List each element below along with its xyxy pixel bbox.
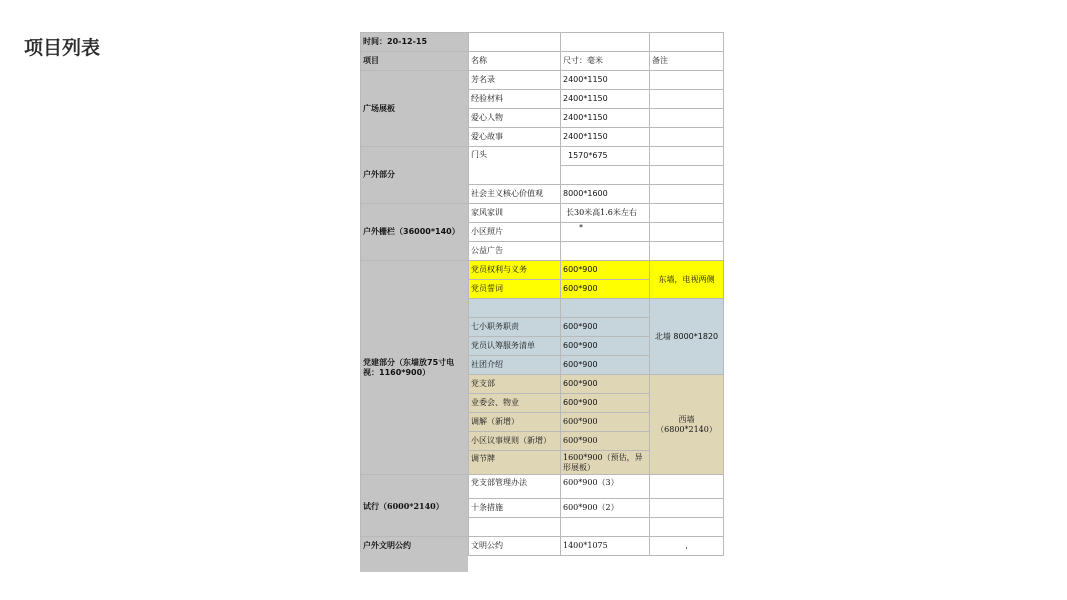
note-north-wall[interactable]: 北墙 8000*1820 [650,299,724,375]
item-note[interactable] [650,109,724,128]
item-size[interactable]: 600*900 [561,356,650,375]
table-row [361,71,724,90]
group-plaza: 广场展板 [361,71,469,147]
item-name[interactable]: 社团介绍 [469,356,561,375]
item-note[interactable] [650,499,724,518]
item-note[interactable] [650,128,724,147]
empty-cell[interactable] [561,166,650,185]
item-note[interactable]: , [650,537,724,556]
empty-cell[interactable] [469,299,561,318]
item-note[interactable] [650,185,724,204]
item-note[interactable] [650,223,724,242]
group-trial: 试行（6000*2140） [361,475,469,537]
note-east-wall[interactable]: 东墙，电视两侧 [650,261,724,299]
empty-cell[interactable] [650,33,724,52]
table-row [361,475,724,499]
item-note[interactable] [650,475,724,499]
item-name[interactable]: 调解（新增） [469,413,561,432]
item-size[interactable]: 2400*1150 [561,71,650,90]
item-size[interactable]: 2400*1150 [561,109,650,128]
empty-cell[interactable] [561,33,650,52]
item-note[interactable] [650,204,724,223]
table-row [361,204,724,223]
item-name[interactable]: 七小职务职责 [469,318,561,337]
item-name[interactable]: 调节牌 [469,451,561,475]
item-name[interactable]: 社会主义核心价值观 [469,185,561,204]
item-name[interactable]: 十条措施 [469,499,561,518]
item-size[interactable]: 600*900 [561,394,650,413]
empty-cell[interactable] [650,518,724,537]
item-size[interactable]: 600*900 [561,375,650,394]
item-name[interactable]: 党员认筹服务清单 [469,337,561,356]
item-size[interactable]: 600*900（2） [561,499,650,518]
item-name[interactable]: 文明公约 [469,537,561,556]
header-size: 尺寸：毫米 [561,52,650,71]
item-name[interactable]: 经验材料 [469,90,561,109]
item-size[interactable]: 1600*900（预估，异形展板） [561,451,650,475]
item-note[interactable] [650,147,724,166]
item-name[interactable]: 爱心故事 [469,128,561,147]
header-note: 备注 [650,52,724,71]
item-name[interactable]: 小区议事规则（新增） [469,432,561,451]
item-note[interactable] [650,242,724,261]
empty-cell[interactable] [561,518,650,537]
header-project: 项目 [361,52,469,71]
header-name: 名称 [469,52,561,71]
item-name[interactable]: 党员权利与义务 [469,261,561,280]
item-name[interactable]: 小区照片 [469,223,561,242]
item-name[interactable]: 党支部 [469,375,561,394]
item-name[interactable]: 业委会、物业 [469,394,561,413]
item-size[interactable]: 600*900 [561,413,650,432]
table-row [361,261,724,280]
item-size[interactable]: 2400*1150 [561,128,650,147]
item-size[interactable]: 600*900 [561,280,650,299]
grey-column-tail [360,552,468,572]
item-size[interactable]: 600*900 [561,337,650,356]
note-west-line1: 西墙 [678,414,695,424]
item-size[interactable]: 1570*675 [561,147,650,166]
page-title: 项目列表 [24,37,101,59]
empty-cell[interactable] [561,299,650,318]
item-name[interactable]: 党支部管理办法 [469,475,561,499]
group-fence: 户外栅栏（36000*140） [361,204,469,261]
item-note[interactable] [650,71,724,90]
time-cell: 时间：20-12-15 [361,33,469,52]
empty-cell[interactable] [469,33,561,52]
table-row [361,147,724,166]
item-size[interactable]: 600*900 [561,318,650,337]
project-table [360,32,724,556]
empty-cell[interactable] [650,166,724,185]
item-name[interactable]: 爱心人物 [469,109,561,128]
item-name[interactable]: 家风家训 [469,204,561,223]
item-size[interactable]: 8000*1600 [561,185,650,204]
group-outdoor: 户外部分 [361,147,469,204]
item-size[interactable]: 2400*1150 [561,90,650,109]
item-name[interactable]: 公益广告 [469,242,561,261]
group-party: 党建部分（东墙放75寸电视：1160*900） [361,261,469,475]
item-size[interactable]: 600*900（3） [561,475,650,499]
item-size[interactable]: 600*900 [561,261,650,280]
item-size[interactable] [561,242,650,261]
item-name[interactable]: 门头 [469,147,561,185]
note-west-line2: （6800*2140） [656,424,717,434]
item-name[interactable]: 芳名录 [469,71,561,90]
item-size[interactable]: 1400*1075 [561,537,650,556]
item-size[interactable]: 长30米高1.6米左右 [561,204,650,223]
item-note[interactable] [650,90,724,109]
item-size[interactable]: * [561,223,650,242]
note-west-wall[interactable] [650,375,724,475]
item-size[interactable]: 600*900 [561,432,650,451]
empty-cell[interactable] [469,518,561,537]
group-civility: 户外文明公约 [361,537,469,556]
item-name[interactable]: 党员誓词 [469,280,561,299]
